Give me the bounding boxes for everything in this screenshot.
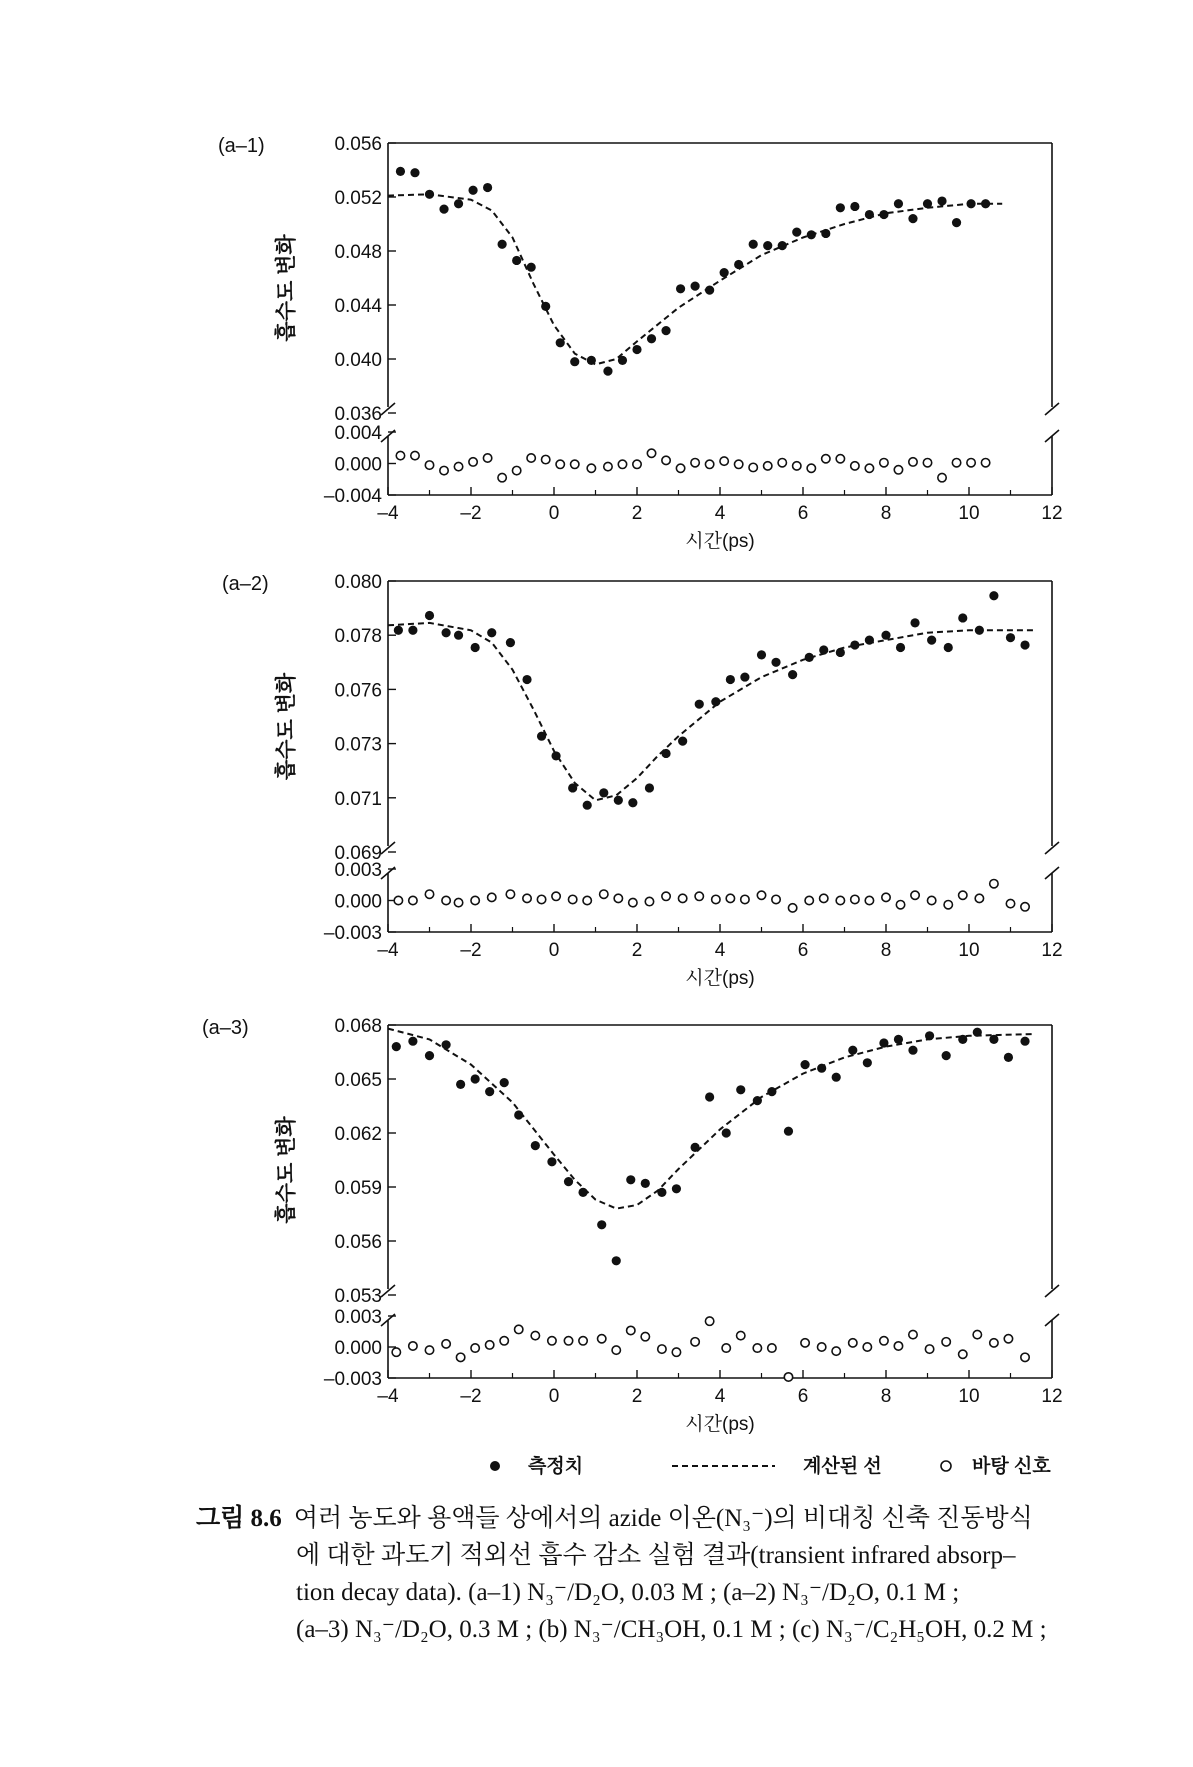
x-tick-label: –2 — [460, 940, 482, 961]
legend-background-label: 바탕 신호 — [972, 1456, 1051, 1477]
background-point — [396, 451, 404, 459]
background-point — [722, 1344, 730, 1352]
x-tick-label: 0 — [548, 940, 560, 961]
background-point — [488, 893, 496, 901]
x-tick-label: 4 — [714, 940, 726, 961]
background-point — [768, 1344, 776, 1352]
background-point — [1021, 1353, 1029, 1361]
background-point — [784, 1373, 792, 1381]
background-point — [409, 896, 417, 904]
background-point — [726, 894, 734, 902]
measured-point — [641, 1179, 650, 1188]
measured-point — [678, 737, 687, 746]
background-point — [556, 460, 564, 468]
x-tick-label: 6 — [797, 940, 809, 961]
background-point — [618, 460, 626, 468]
background-point — [456, 1353, 464, 1361]
x-tick-label: 10 — [958, 503, 980, 524]
background-point — [938, 473, 946, 481]
x-tick-label: –4 — [377, 940, 399, 961]
measured-point — [908, 1046, 917, 1055]
y-tick-label: 0.003 — [334, 860, 382, 881]
measured-point — [661, 326, 670, 335]
background-point — [527, 454, 535, 462]
background-point — [865, 464, 873, 472]
measured-point — [626, 1175, 635, 1184]
y-tick-label: 0.076 — [334, 680, 382, 702]
background-point — [425, 890, 433, 898]
y-tick-label: –0.003 — [323, 923, 382, 944]
background-point — [394, 896, 402, 904]
legend — [490, 1454, 1051, 1477]
background-point — [880, 459, 888, 467]
measured-point — [792, 228, 801, 237]
background-point — [411, 451, 419, 459]
measured-point — [599, 788, 608, 797]
measured-point — [958, 613, 967, 622]
background-point — [645, 897, 653, 905]
background-point — [471, 896, 479, 904]
background-point — [822, 455, 830, 463]
y-tick-label: 0.000 — [334, 891, 382, 913]
y-axis-label: 흡수도 변화 — [275, 672, 298, 781]
x-tick-label: 2 — [631, 940, 643, 961]
background-point — [691, 1338, 699, 1346]
measured-point — [578, 1188, 587, 1197]
x-tick-label: –4 — [377, 1386, 399, 1407]
background-point — [392, 1348, 400, 1356]
measured-point — [784, 1127, 793, 1136]
background-point — [627, 1326, 635, 1334]
background-point — [925, 1345, 933, 1353]
x-axis-label: 시간(ps) — [685, 531, 755, 552]
caption-number: 그림 8.6 — [196, 1505, 282, 1532]
y-tick-label: –0.004 — [323, 486, 382, 507]
measured-point — [989, 591, 998, 600]
legend-calculated-label: 계산된 선 — [803, 1456, 882, 1477]
y-tick-label: 0.000 — [334, 454, 382, 476]
measured-point — [908, 214, 917, 223]
background-point — [1006, 899, 1014, 907]
measured-point — [408, 1037, 417, 1046]
background-point — [836, 455, 844, 463]
x-tick-label: –4 — [377, 503, 399, 524]
background-point — [471, 1344, 479, 1352]
background-point — [483, 454, 491, 462]
calculated-curve — [388, 1029, 1035, 1209]
background-point — [896, 901, 904, 909]
measured-point — [454, 199, 463, 208]
measured-point — [850, 640, 859, 649]
background-point — [583, 896, 591, 904]
measured-point — [612, 1256, 621, 1265]
y-tick-label: 0.062 — [334, 1124, 382, 1145]
measured-point — [937, 196, 946, 205]
measured-point — [894, 199, 903, 208]
y-tick-label: 0.078 — [334, 626, 382, 648]
measured-point — [705, 1092, 714, 1101]
background-point — [425, 1346, 433, 1354]
measured-point — [645, 783, 654, 792]
background-point — [952, 459, 960, 467]
measured-point — [771, 658, 780, 667]
measured-point — [522, 675, 531, 684]
background-point — [695, 892, 703, 900]
background-point — [641, 1332, 649, 1340]
x-tick-label: –2 — [460, 1386, 482, 1407]
measured-point — [485, 1087, 494, 1096]
y-axis-label: 흡수도 변화 — [275, 1116, 298, 1224]
measured-point — [1020, 1037, 1029, 1046]
background-point — [757, 891, 765, 899]
x-axis-label: 시간(ps) — [685, 1414, 755, 1435]
x-tick-label: 10 — [958, 1386, 980, 1407]
x-tick-label: 6 — [797, 503, 809, 524]
background-point — [882, 893, 890, 901]
x-tick-label: 12 — [1041, 503, 1063, 524]
measured-point — [527, 263, 536, 272]
x-tick-label: 10 — [958, 940, 980, 961]
measured-point — [483, 183, 492, 192]
measured-point — [736, 1085, 745, 1094]
background-point — [658, 1345, 666, 1353]
measured-point — [952, 218, 961, 227]
background-point — [442, 1340, 450, 1348]
background-point — [990, 1339, 998, 1347]
measured-point — [848, 1046, 857, 1055]
measured-point — [720, 268, 729, 277]
background-point — [894, 466, 902, 474]
background-point — [865, 896, 873, 904]
x-tick-label: 12 — [1041, 940, 1063, 961]
y-tick-label: 0.065 — [334, 1070, 382, 1091]
measured-point — [1006, 633, 1015, 642]
background-point — [975, 894, 983, 902]
measured-point — [942, 1051, 951, 1060]
background-point — [537, 895, 545, 903]
background-point — [515, 1325, 523, 1333]
background-point — [523, 894, 531, 902]
background-point — [851, 462, 859, 470]
measured-point — [800, 1060, 809, 1069]
background-point — [832, 1347, 840, 1355]
panel-a2 — [222, 572, 1063, 989]
background-point — [772, 895, 780, 903]
background-point — [571, 460, 579, 468]
calculated-curve — [388, 623, 1035, 800]
background-point — [612, 1346, 620, 1354]
background-point — [734, 460, 742, 468]
measured-point — [614, 796, 623, 805]
measured-point — [944, 643, 953, 652]
measured-point — [647, 334, 656, 343]
background-point — [548, 1337, 556, 1345]
measured-point — [471, 1074, 480, 1083]
measured-point — [788, 670, 797, 679]
measured-point — [896, 643, 905, 652]
measured-point — [394, 626, 403, 635]
background-point — [440, 466, 448, 474]
x-tick-label: –2 — [460, 503, 482, 524]
background-point — [587, 464, 595, 472]
measured-point — [691, 282, 700, 291]
background-point — [672, 1348, 680, 1356]
x-tick-label: 8 — [880, 940, 892, 961]
background-point — [778, 459, 786, 467]
x-tick-label: 4 — [714, 503, 726, 524]
measured-point — [425, 1051, 434, 1060]
legend-measured-label: 측정치 — [528, 1456, 584, 1477]
panel-label: (a–2) — [222, 573, 269, 595]
panel-a3 — [202, 1016, 1063, 1435]
background-point — [836, 896, 844, 904]
background-point — [817, 1343, 825, 1351]
measured-point — [863, 1058, 872, 1067]
background-point — [959, 1350, 967, 1358]
y-tick-label: 0.080 — [334, 572, 382, 593]
background-point — [506, 890, 514, 898]
background-point — [805, 896, 813, 904]
y-tick-label: 0.000 — [334, 1338, 382, 1359]
measured-point — [1004, 1053, 1013, 1062]
measured-point — [564, 1177, 573, 1186]
measured-point — [410, 168, 419, 177]
background-point — [959, 891, 967, 899]
background-point — [942, 1338, 950, 1346]
background-point — [676, 464, 684, 472]
y-tick-label: 0.040 — [334, 350, 382, 371]
measured-point — [632, 345, 641, 354]
background-point — [801, 1339, 809, 1347]
caption-line-3: tion decay data). (a–1) N₃⁻/D₂O, 0.03 M ; (a–2) N₃⁻/D₂O, 0.1 M ; — [296, 1579, 960, 1606]
background-point — [614, 894, 622, 902]
background-point — [662, 892, 670, 900]
measured-point — [570, 357, 579, 366]
background-point — [454, 898, 462, 906]
background-point — [629, 898, 637, 906]
background-point — [662, 456, 670, 464]
y-tick-label: 0.071 — [334, 788, 382, 810]
measured-point — [392, 1042, 401, 1051]
x-tick-label: 8 — [880, 503, 892, 524]
x-tick-label: 8 — [880, 1386, 892, 1407]
measured-point — [763, 241, 772, 250]
y-tick-label: 0.053 — [334, 1286, 382, 1307]
background-point — [820, 894, 828, 902]
y-tick-label: –0.003 — [323, 1369, 382, 1390]
background-point — [531, 1331, 539, 1339]
panel-label: (a–3) — [202, 1017, 249, 1039]
background-point — [788, 904, 796, 912]
y-tick-label: 0.003 — [334, 1307, 382, 1328]
background-point — [604, 462, 612, 470]
measured-point — [597, 1220, 606, 1229]
measured-point — [425, 611, 434, 620]
background-point — [741, 895, 749, 903]
background-point — [737, 1331, 745, 1339]
background-point — [753, 1344, 761, 1352]
background-point — [705, 460, 713, 468]
measured-point — [628, 798, 637, 807]
panel-label: (a–1) — [218, 135, 265, 157]
y-tick-label: 0.052 — [334, 188, 382, 209]
background-point — [568, 895, 576, 903]
measured-point — [1020, 640, 1029, 649]
background-point — [1004, 1335, 1012, 1343]
x-tick-label: 2 — [631, 503, 643, 524]
background-point — [911, 891, 919, 899]
background-point — [705, 1317, 713, 1325]
background-point — [849, 1339, 857, 1347]
background-point — [598, 1335, 606, 1343]
caption-line-2: 에 대한 과도기 적외선 흡수 감소 실험 결과(transient infrared absorp– — [296, 1542, 1016, 1569]
measured-point — [487, 628, 496, 637]
x-tick-label: 12 — [1041, 1386, 1063, 1407]
measured-point — [850, 202, 859, 211]
background-point — [442, 896, 450, 904]
background-point — [990, 880, 998, 888]
measured-point — [442, 628, 451, 637]
background-point — [863, 1343, 871, 1351]
background-point — [647, 449, 655, 457]
caption-line-4: (a–3) N₃⁻/D₂O, 0.3 M ; (b) N₃⁻/CH₃OH, 0.1 M ; (c) N₃⁻/C₂H₅OH, 0.2 M ; — [296, 1616, 1047, 1643]
measured-point — [506, 638, 515, 647]
measured-point — [757, 650, 766, 659]
figure-caption — [196, 1500, 1076, 1648]
y-tick-label: 0.048 — [334, 242, 382, 263]
background-point — [691, 459, 699, 467]
measured-point — [910, 618, 919, 627]
background-point — [469, 458, 477, 466]
background-point — [1021, 903, 1029, 911]
background-point — [552, 892, 560, 900]
caption-line-1: 여러 농도와 용액들 상에서의 azide 이온(N₃⁻)의 비대칭 신축 진동방식 — [293, 1505, 1033, 1532]
measured-point — [396, 167, 405, 176]
measured-point — [927, 636, 936, 645]
measured-point — [695, 700, 704, 709]
background-point — [927, 896, 935, 904]
x-tick-label: 4 — [714, 1386, 726, 1407]
measured-point — [454, 631, 463, 640]
measured-point — [500, 1078, 509, 1087]
y-tick-label: 0.069 — [334, 843, 382, 864]
background-point — [981, 459, 989, 467]
background-point — [967, 459, 975, 467]
measured-point — [498, 240, 507, 249]
background-point — [579, 1337, 587, 1345]
y-tick-label: 0.068 — [334, 1016, 382, 1037]
measured-point — [583, 801, 592, 810]
background-point — [564, 1337, 572, 1345]
measured-point — [456, 1080, 465, 1089]
y-tick-label: 0.004 — [334, 423, 382, 444]
background-point — [793, 462, 801, 470]
measured-point — [442, 1040, 451, 1049]
background-point — [720, 457, 728, 465]
background-point — [909, 1330, 917, 1338]
measured-point — [657, 1188, 666, 1197]
background-point — [600, 890, 608, 898]
y-tick-label: 0.073 — [334, 734, 382, 756]
measured-point — [740, 672, 749, 681]
measured-point — [603, 367, 612, 376]
background-point — [712, 895, 720, 903]
measured-point — [512, 256, 521, 265]
background-point — [923, 459, 931, 467]
background-point — [454, 462, 462, 470]
background-point — [633, 460, 641, 468]
background-point — [512, 466, 520, 474]
measured-point — [408, 626, 417, 635]
y-tick-label: 0.056 — [334, 134, 382, 155]
background-point — [909, 458, 917, 466]
y-tick-label: 0.036 — [334, 404, 382, 425]
measured-point — [439, 205, 448, 214]
x-axis-label: 시간(ps) — [685, 968, 755, 989]
background-point — [485, 1341, 493, 1349]
x-tick-label: 0 — [548, 1386, 560, 1407]
measured-point — [468, 186, 477, 195]
y-tick-label: 0.059 — [334, 1178, 382, 1199]
background-point — [409, 1342, 417, 1350]
x-tick-label: 0 — [548, 503, 560, 524]
measured-point — [749, 240, 758, 249]
y-axis-label: 흡수도 변화 — [275, 234, 298, 342]
measured-point — [722, 1128, 731, 1137]
measured-point — [531, 1141, 540, 1150]
measured-point — [726, 675, 735, 684]
measured-point — [894, 1035, 903, 1044]
background-point — [894, 1342, 902, 1350]
legend-background-marker — [941, 1461, 951, 1471]
measured-point — [881, 631, 890, 640]
x-tick-label: 2 — [631, 1386, 643, 1407]
panel-a1 — [218, 134, 1063, 552]
background-point — [880, 1337, 888, 1345]
background-point — [851, 895, 859, 903]
background-point — [944, 901, 952, 909]
background-point — [807, 464, 815, 472]
measured-point — [547, 1157, 556, 1166]
background-point — [749, 463, 757, 471]
measured-point — [672, 1184, 681, 1193]
background-point — [498, 473, 506, 481]
background-point — [425, 461, 433, 469]
background-point — [542, 455, 550, 463]
x-tick-label: 6 — [797, 1386, 809, 1407]
measured-point — [676, 284, 685, 293]
measured-point — [836, 203, 845, 212]
background-point — [973, 1330, 981, 1338]
y-tick-label: 0.056 — [334, 1232, 382, 1253]
background-point — [678, 894, 686, 902]
measured-point — [832, 1073, 841, 1082]
legend-measured-marker — [490, 1461, 500, 1471]
y-tick-label: 0.044 — [334, 296, 382, 317]
measured-point — [471, 643, 480, 652]
background-point — [764, 462, 772, 470]
background-point — [500, 1337, 508, 1345]
